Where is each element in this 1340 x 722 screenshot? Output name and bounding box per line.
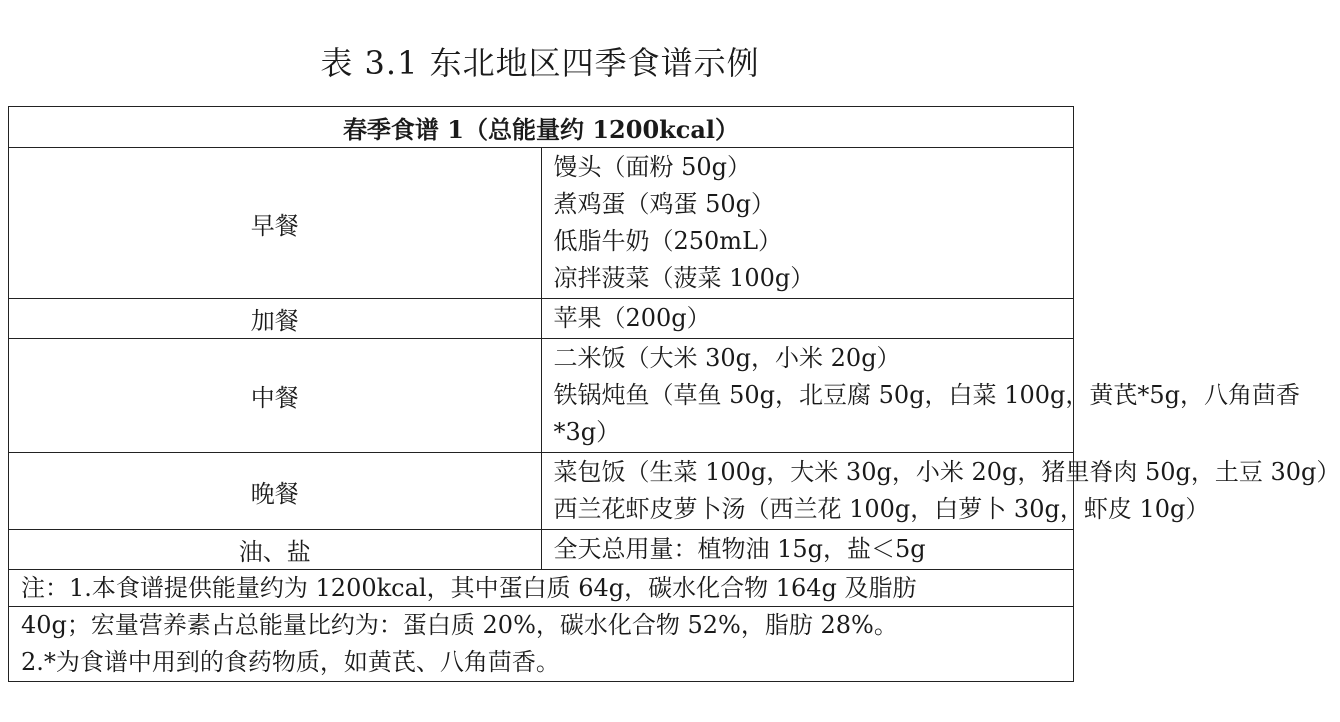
table-row bbox=[9, 148, 1074, 299]
table-row bbox=[9, 453, 1074, 530]
meal-label: 油、盐 bbox=[9, 530, 542, 570]
list-item: 菜包饭（生菜 100g，大米 30g，小米 20g，猪里脊肉 50g，土豆 30g） bbox=[553, 458, 1340, 486]
table-row bbox=[9, 530, 1074, 570]
table-row bbox=[9, 339, 1074, 453]
meal-label: 早餐 bbox=[9, 148, 542, 299]
meal-label: 加餐 bbox=[9, 299, 542, 339]
meal-items bbox=[541, 530, 1074, 570]
meal-items bbox=[541, 299, 1074, 339]
menu-table bbox=[8, 106, 1340, 682]
note-line: 40g；宏量营养素占总能量比约为：蛋白质 20%，碳水化合物 52%，脂肪 28%。 bbox=[21, 611, 898, 639]
list-item: 低脂牛奶（250mL） bbox=[553, 227, 783, 255]
note-line: 注：1.本食谱提供能量约为 1200kcal，其中蛋白质 64g，碳水化合物 164g 及脂肪 bbox=[21, 574, 917, 602]
list-item: 全天总用量：植物油 15g，盐＜5g bbox=[553, 535, 926, 563]
meal-items bbox=[541, 339, 1300, 453]
list-item: 二米饭（大米 30g，小米 20g） bbox=[553, 344, 901, 372]
list-item: 西兰花虾皮萝卜汤（西兰花 100g，白萝卜 30g，虾皮 10g） bbox=[553, 495, 1210, 523]
table-title: 表 3.1 东北地区四季食谱示例 bbox=[320, 44, 760, 82]
table-row bbox=[9, 299, 1074, 339]
note-cell bbox=[9, 570, 1074, 607]
meal-items bbox=[541, 148, 1074, 299]
list-item: 馒头（面粉 50g） bbox=[553, 153, 752, 181]
note-line: 2.*为食谱中用到的食药物质，如黄芪、八角茴香。 bbox=[21, 648, 560, 676]
table-header-row bbox=[9, 107, 1074, 148]
list-item: 煮鸡蛋（鸡蛋 50g） bbox=[553, 190, 776, 218]
table-header: 春季食谱 1（总能量约 1200kcal） bbox=[9, 107, 1074, 148]
list-item: *3g） bbox=[553, 418, 621, 446]
meal-items bbox=[541, 453, 1340, 530]
notes-row bbox=[9, 570, 1074, 607]
notes-row bbox=[9, 607, 1074, 682]
list-item: 凉拌菠菜（菠菜 100g） bbox=[553, 264, 815, 292]
meal-label: 中餐 bbox=[9, 339, 542, 453]
meal-label: 晚餐 bbox=[9, 453, 542, 530]
note-cell bbox=[9, 607, 1074, 682]
list-item: 苹果（200g） bbox=[553, 304, 711, 332]
list-item: 铁锅炖鱼（草鱼 50g，北豆腐 50g，白菜 100g，黄芪*5g，八角茴香 bbox=[553, 381, 1300, 409]
